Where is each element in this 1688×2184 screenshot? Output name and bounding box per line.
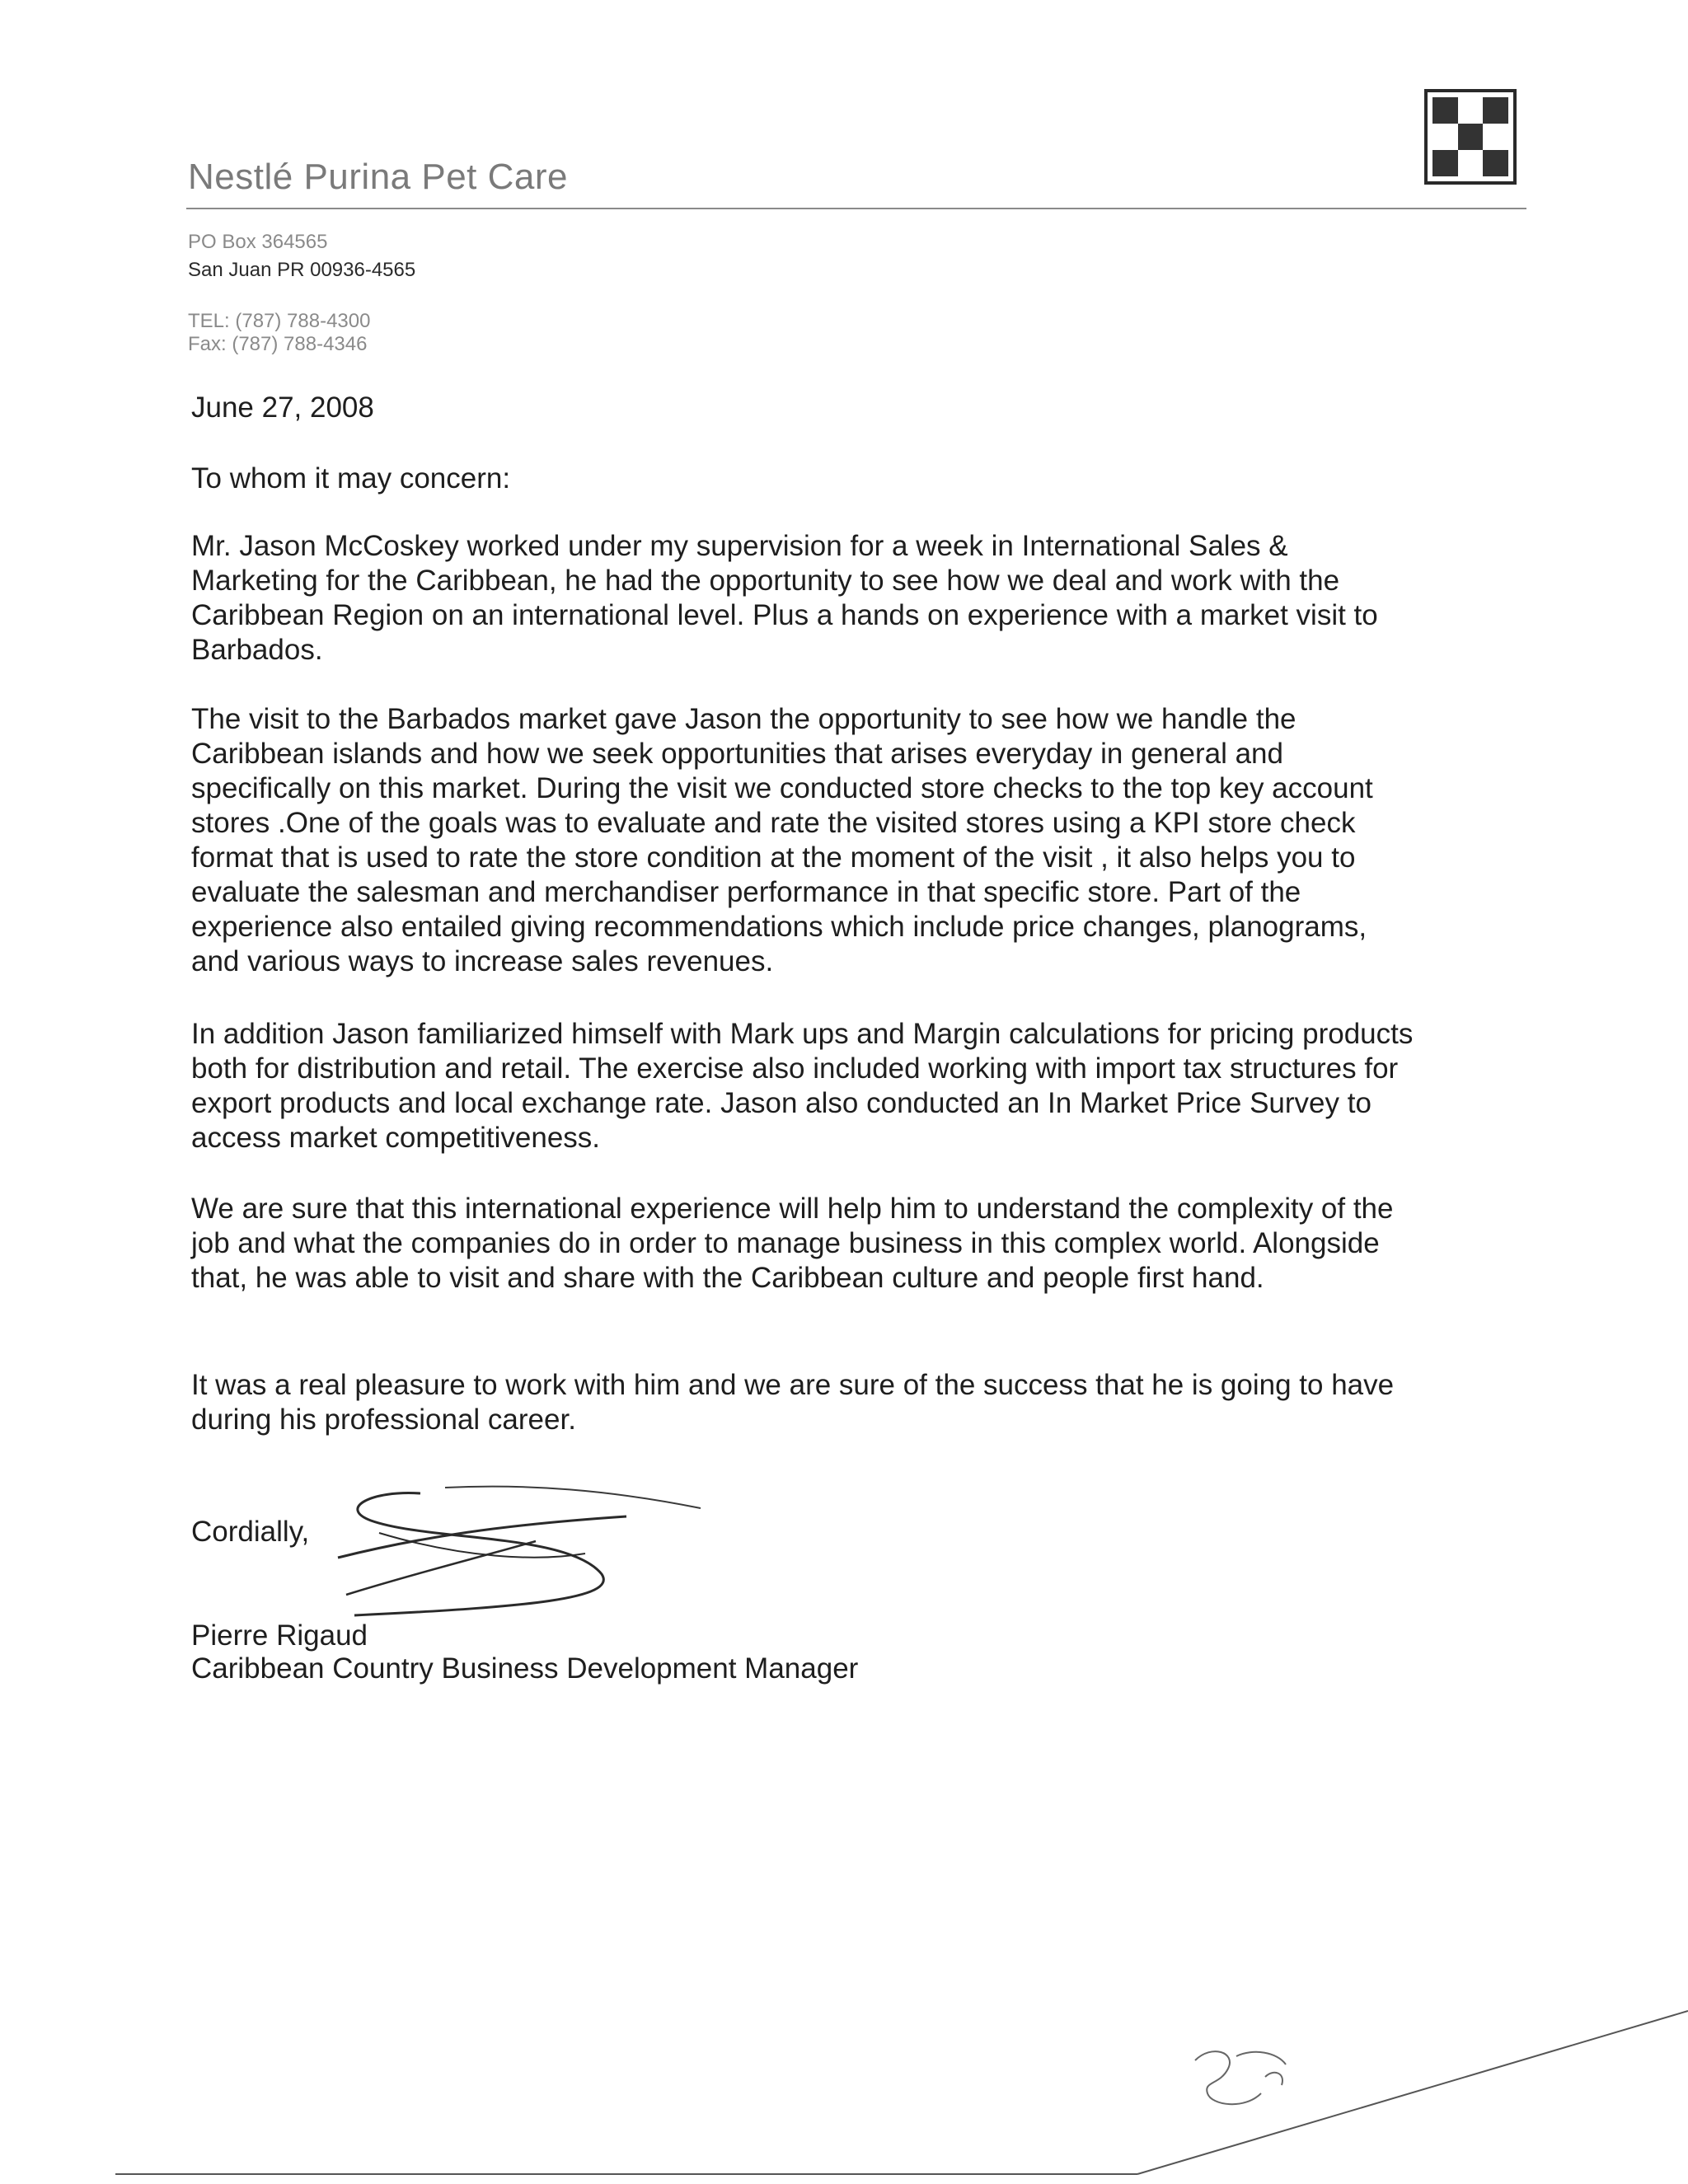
paragraph-4 [191, 1192, 1393, 1296]
paragraph-line: evaluate the salesman and merchandiser performance in that specific store. Part of the [191, 876, 1301, 908]
signer-title: Caribbean Country Business Development Manager [191, 1652, 859, 1685]
paragraph-line: experience also entailed giving recommendations which include price changes, planograms, [191, 911, 1367, 943]
paragraph-line: that, he was able to visit and share with the Caribbean culture and people first hand. [191, 1262, 1264, 1294]
paragraph-line: In addition Jason familiarized himself with Mark ups and Margin calculations for pricing products [191, 1018, 1414, 1050]
paragraph-line: format that is used to rate the store condition at the moment of the visit , it also helps you to [191, 841, 1356, 874]
paragraph-line: both for distribution and retail. The exercise also included working with import tax structures for [191, 1052, 1399, 1085]
checkerboard-logo-icon [1424, 89, 1517, 185]
paragraph-line: during his professional career. [191, 1404, 576, 1436]
address-city: San Juan PR 00936-4565 [188, 259, 416, 281]
address-po-box: PO Box 364565 [188, 231, 328, 253]
paragraph-line: Caribbean Region on an international level. Plus a hands on experience with a market visit to [191, 599, 1378, 631]
paragraph-line: export products and local exchange rate. Jason also conducted an In Market Price Survey to [191, 1087, 1372, 1119]
paragraph-2 [191, 702, 1373, 979]
paragraph-line: It was a real pleasure to work with him and we are sure of the success that he is going to have [191, 1369, 1395, 1401]
fax: Fax: (787) 788-4346 [188, 333, 368, 355]
paragraph-line: and various ways to increase sales revenues. [191, 945, 774, 977]
closing: Cordially, [191, 1516, 310, 1548]
paragraph-3 [191, 1017, 1413, 1155]
paragraph-line: Barbados. [191, 634, 323, 666]
paragraph-1 [191, 529, 1378, 668]
footer-rule [0, 1961, 1688, 2184]
paragraph-line: specifically on this market. During the visit we conducted store checks to the top key account [191, 772, 1373, 804]
letterhead-divider [186, 208, 1526, 209]
paragraph-line: stores .One of the goals was to evaluate and rate the visited stores using a KPI store check [191, 807, 1356, 839]
paragraph-line: job and what the companies do in order to manage business in this complex world. Alongside [191, 1227, 1380, 1259]
signer-name: Pierre Rigaud [191, 1619, 368, 1652]
company-name: Nestlé Purina Pet Care [188, 157, 568, 197]
paragraph-line: Mr. Jason McCoskey worked under my supervision for a week in International Sales & [191, 530, 1288, 562]
paragraph-line: Caribbean islands and how we seek opportunities that arises everyday in general and [191, 738, 1283, 770]
paragraph-5 [191, 1368, 1394, 1437]
letter-date: June 27, 2008 [191, 391, 374, 424]
paragraph-line: access market competitiveness. [191, 1122, 601, 1154]
paragraph-line: Marketing for the Caribbean, he had the opportunity to see how we deal and work with the [191, 565, 1340, 597]
paragraph-line: We are sure that this international experience will help him to understand the complexity of the [191, 1193, 1394, 1225]
salutation: To whom it may concern: [191, 462, 511, 494]
faint-stamp-icon [1187, 2044, 1302, 2118]
paragraph-line: The visit to the Barbados market gave Jason the opportunity to see how we handle the [191, 703, 1296, 735]
handwritten-signature [321, 1475, 717, 1624]
telephone: TEL: (787) 788-4300 [188, 310, 371, 332]
